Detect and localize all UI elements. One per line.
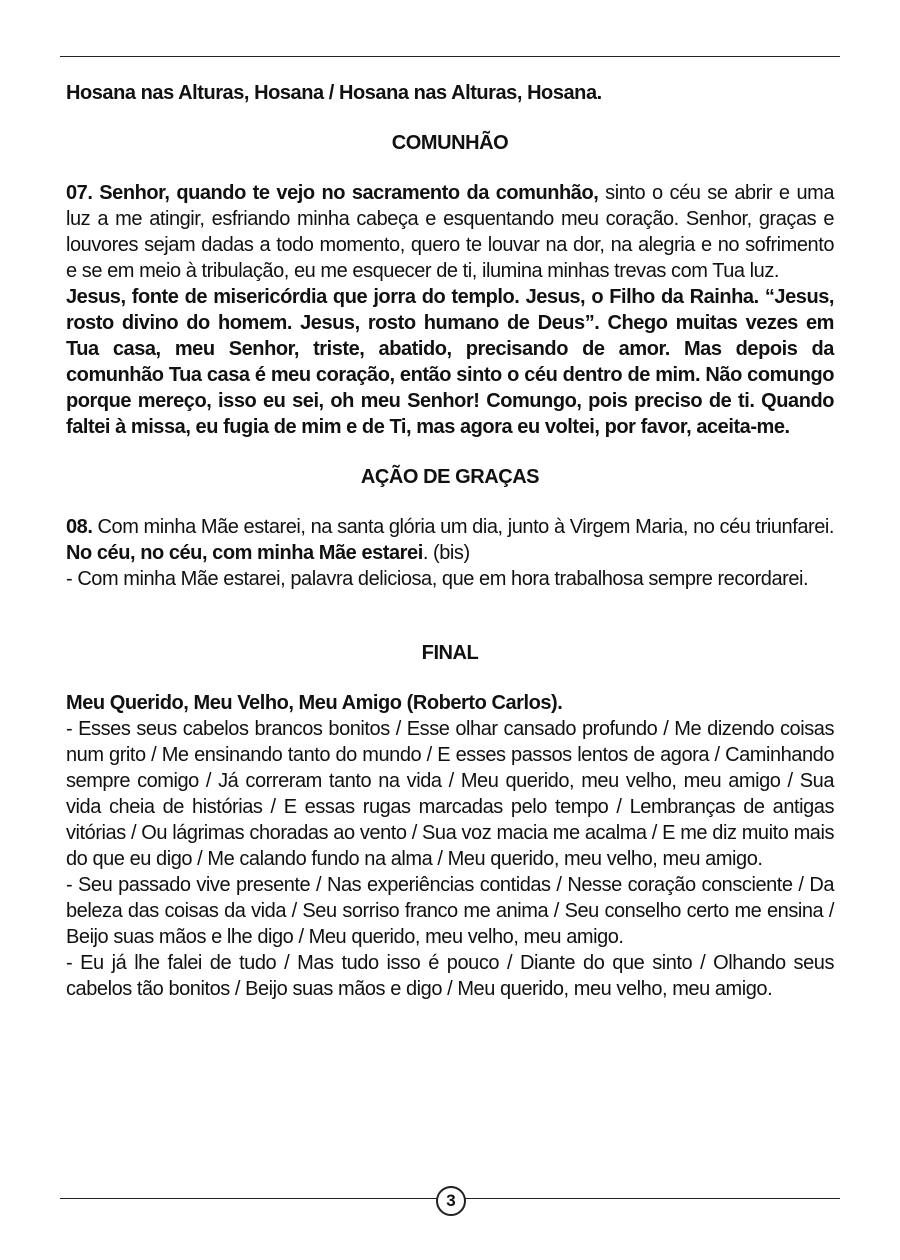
acao-refrain-line: [66, 540, 834, 566]
comunhao-lead: 07. Senhor, quando te vejo no sacramento da comunhão,: [66, 182, 599, 204]
song-number: 08.: [66, 516, 93, 538]
final-verse-3: - Eu já lhe falei de tudo / Mas tudo isso é pouco / Diante do que sinto / Olhando seus cabelos tão bonitos / Beijo suas mãos e digo / Meu querido, meu velho, meu amigo.: [66, 952, 834, 1000]
heading-final: FINAL: [421, 642, 479, 664]
song-title: Meu Querido, Meu Velho, Meu Amigo (Roberto Carlos).: [66, 692, 563, 714]
acao-line-3: - Com minha Mãe estarei, palavra deliciosa, que em hora trabalhosa sempre recordarei.: [66, 568, 809, 590]
comunhao-refrain: Jesus, fonte de misericórdia que jorra do templo. Jesus, o Filho da Rainha. “Jesus, rosto divino do homem. Jesus, rosto humano de Deus”. Chego muitas vezes em Tua casa, meu Senhor, triste, abatido, precisando de amor. Mas depois da comunhão Tua casa é meu coração, então sinto o céu dentro de mim. Não comungo porque mereço, isso eu sei, oh meu Senhor! Comungo, pois preciso de ti. Quando faltei à missa, eu fugia de mim e de Ti, mas agora eu voltei, por favor, aceita-me.: [66, 286, 834, 438]
hosana-line: Hosana nas Alturas, Hosana / Hosana nas Alturas, Hosana.: [66, 82, 602, 104]
top-rule: [60, 56, 840, 57]
acao-refrain: No céu, no céu, com minha Mãe estarei: [66, 542, 423, 564]
acao-refrain-suffix: . (bis): [422, 542, 470, 564]
acao-line-1-text: Com minha Mãe estarei, na santa glória um dia, junto à Virgem Maria, no céu triunfarei.: [92, 516, 834, 538]
heading-comunhao: COMUNHÃO: [391, 132, 509, 154]
heading-acao-de-gracas: AÇÃO DE GRAÇAS: [360, 466, 540, 488]
comunhao-text: sinto o céu se abrir e uma luz a me atingir, esfriando minha cabeça e esquentando meu coração. Senhor, graças e louvores sejam dadas a todo momento, quero te louvar na dor, na alegria e no sofrimento e se em meio à tribulação, eu me esquecer de ti, ilumina minhas trevas com Tua luz.: [66, 182, 834, 282]
paragraph-comunhao: [66, 180, 834, 284]
acao-line-1: [66, 514, 834, 540]
final-verse-2: - Seu passado vive presente / Nas experiências contidas / Nesse coração consciente / Da beleza das coisas da vida / Seu sorriso franco me anima / Seu conselho certo me ensina / Beijo suas mãos e lhe digo / Meu querido, meu velho, meu amigo.: [66, 874, 834, 948]
final-verse-1: - Esses seus cabelos brancos bonitos / Esse olhar cansado profundo / Me dizendo coisas num grito / Me ensinando tanto do mundo / E esses passos lentos de agora / Caminhando sempre comigo / Já correram tanto na vida / Meu querido, meu velho, meu amigo / Sua vida cheia de histórias / E essas rugas marcadas pelo tempo / Lembranças de antigas vitórias / Ou lágrimas choradas ao vento / Sua voz macia me acalma / E me diz muito mais do que eu digo / Me calando fundo na alma / Meu querido, meu velho, meu amigo.: [66, 718, 834, 870]
page-content: [66, 80, 834, 1002]
page-number: 3: [436, 1186, 466, 1216]
